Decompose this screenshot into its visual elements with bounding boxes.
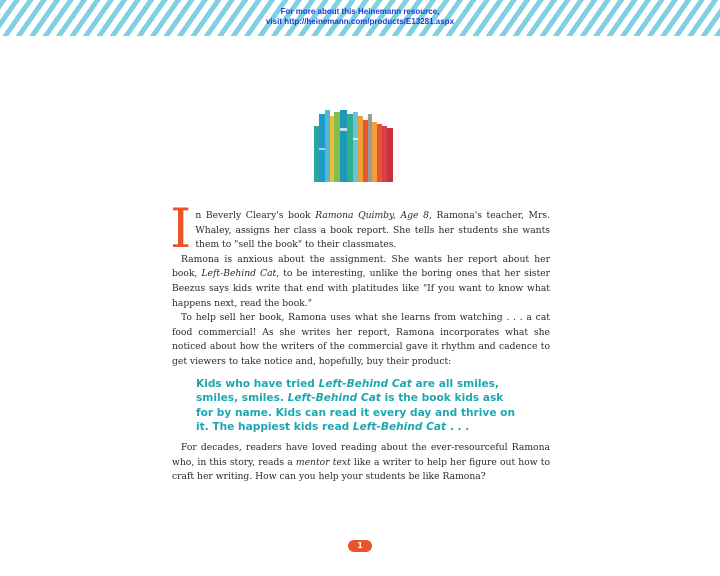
- pull-quote-title: Left-Behind Cat: [352, 421, 447, 434]
- books-icon: [312, 108, 398, 182]
- resource-link[interactable]: [0, 7, 720, 27]
- book-title: Left-Behind Cat: [201, 268, 277, 280]
- book-title: Ramona Quimby, Age 8: [315, 210, 429, 221]
- paragraph-2-text-b: , to be interesting, unlike the boring ones that her sister Beezus says kids write that end with platitudes like "If you want to know what happens next, read the book.": [172, 268, 550, 309]
- pull-quote-text: . . .: [446, 421, 470, 434]
- pull-quote-text: are all smiles, smiles, smiles.: [196, 377, 499, 405]
- pull-quote-text: Kids who have tried: [196, 377, 319, 390]
- pull-quote-title: Left-Behind Cat: [318, 377, 412, 390]
- paragraph-4-text-a: For decades, readers have loved reading about the ever-resourceful Ramona who, in this story, reads a: [172, 441, 550, 468]
- mentor-text-term: mentor text: [295, 456, 351, 468]
- paragraph-2-text-a: Ramona is anxious about the assignment. She wants her report about her book,: [172, 253, 550, 280]
- drop-cap: I: [170, 197, 192, 260]
- paragraph-4-text-b: like a writer to help her figure out how to craft her writing. How can you help your students be like Ramona?: [172, 456, 550, 483]
- paragraph-4: [172, 441, 550, 485]
- paragraph-3: To help sell her book, Ramona uses what she learns from watching . . . a cat food commercial! As she writes her report, Ramona incorporates what she noticed about how the writers of the commercial gave it rhythm and cadence to get viewers to take notice and, hopefully, buy their product:: [172, 312, 550, 367]
- resource-link-line1[interactable]: For more about this Heinemann resource,: [280, 7, 440, 16]
- pull-quote-text: is the book kids ask for by name. Kids can read it every day and thrive on it. The happiest kids read: [196, 392, 516, 434]
- paragraph-2: [172, 253, 550, 311]
- paragraph-1-text-b: , Ramona's teacher, Mrs. Whaley, assigns her class a book report. She tells her students she wants them to "sell the book" to their classmates.: [195, 210, 550, 251]
- page-number-badge: 1: [348, 540, 372, 552]
- paragraph-1-text-a: n Beverly Cleary's book: [195, 210, 316, 221]
- pull-quote-title: Left-Behind Cat: [287, 392, 381, 405]
- pull-quote: [196, 377, 518, 435]
- paragraph-1: [170, 197, 550, 260]
- article-body: [170, 197, 550, 485]
- resource-link-line2[interactable]: visit http://heinemann.com/products/E13281.aspx: [265, 17, 455, 26]
